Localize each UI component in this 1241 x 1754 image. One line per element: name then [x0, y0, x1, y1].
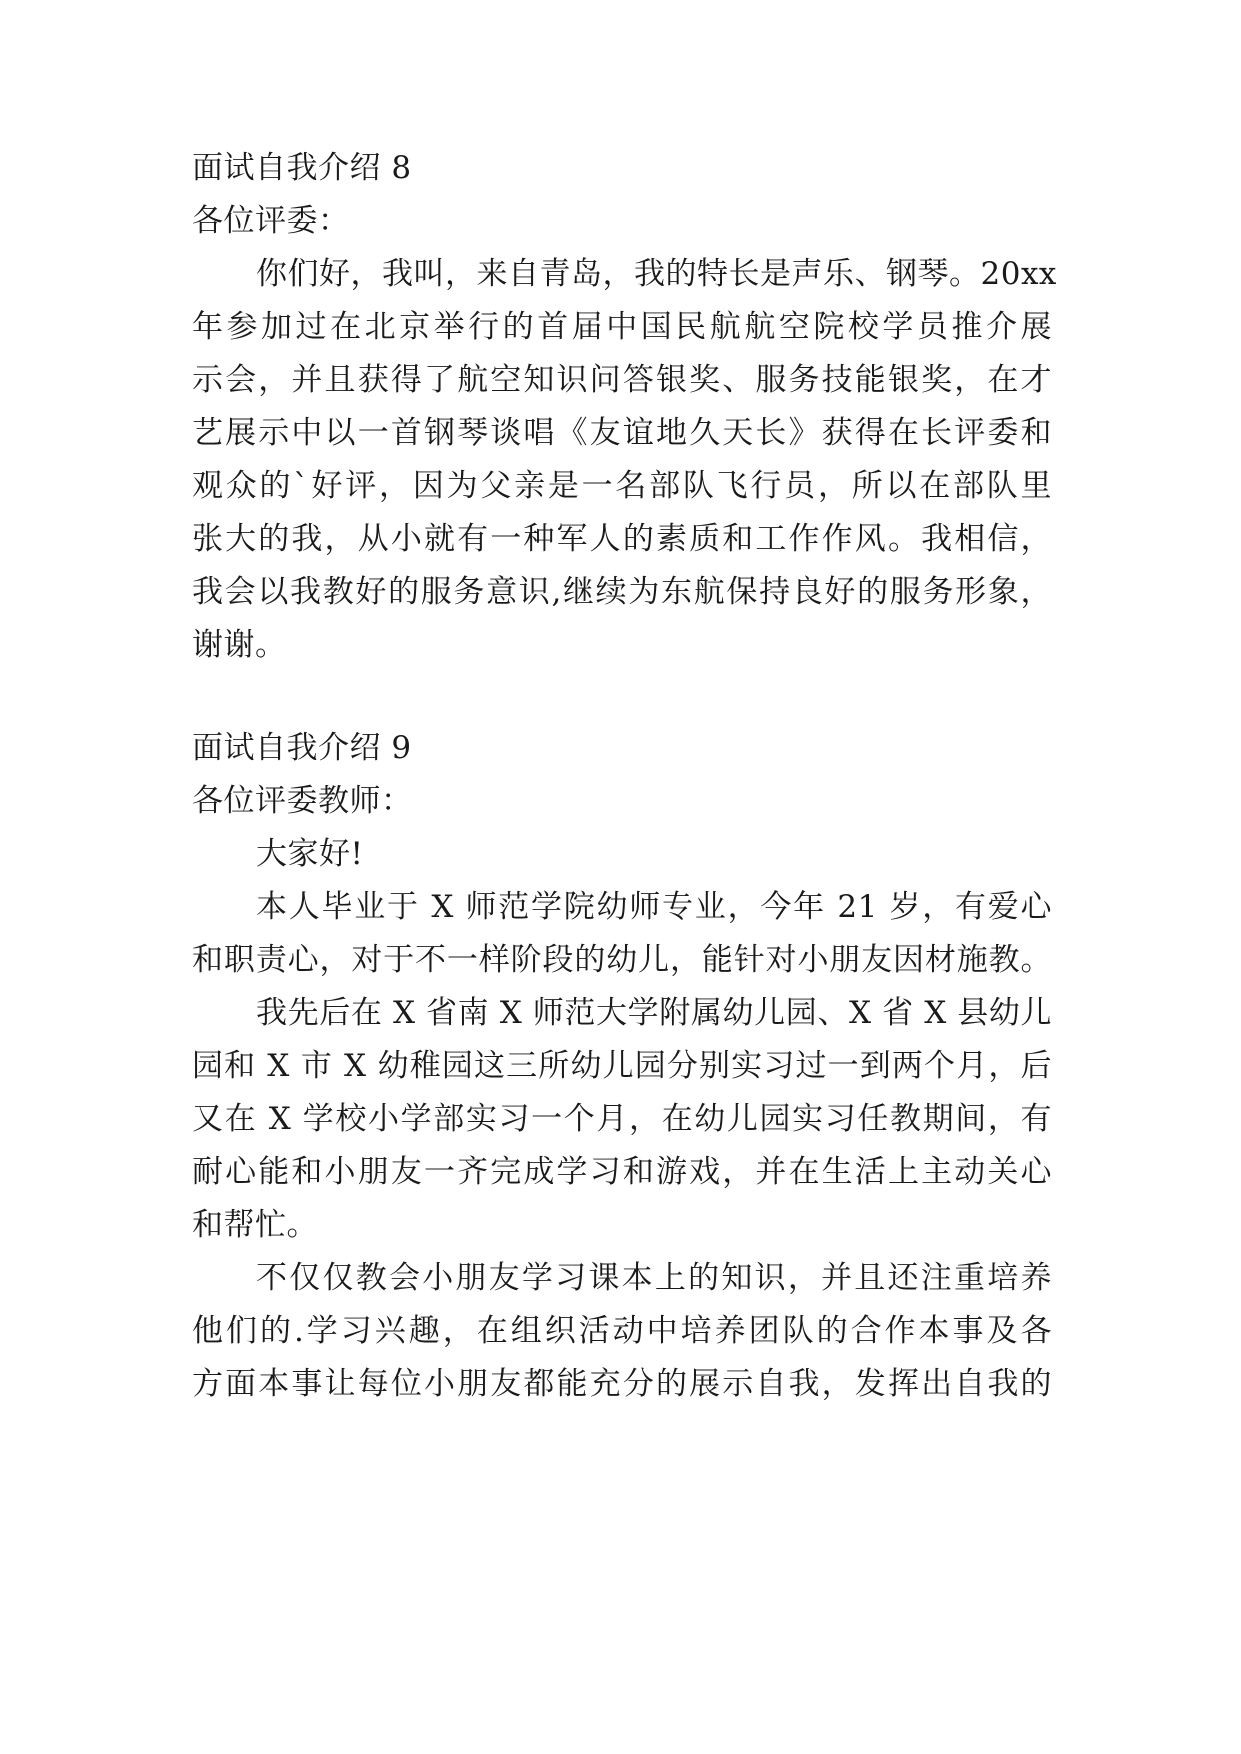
section-9-title: 面试自我介绍 9 [192, 730, 412, 766]
section-9-p3-line-3: 方面本事让每位小朋友都能充分的展示自我，发挥出自我的 [192, 1366, 1052, 1402]
section-9-p3-line-1: 不仅仅教会小朋友学习课本上的知识，并且还注重培养 [256, 1260, 1052, 1296]
section-9-p2-line-1: 我先后在 X 省南 X 师范大学附属幼儿园、X 省 X 县幼儿 [256, 995, 1052, 1031]
section-9-p2-line-5: 和帮忙。 [192, 1207, 318, 1243]
section-9-p1-line-2: 和职责心，对于不一样阶段的幼儿，能针对小朋友因材施教。 [192, 942, 1052, 978]
section-8-greeting: 各位评委： [192, 203, 350, 239]
section-8-line-2: 年参加过在北京举行的首届中国民航航空院校学员推介展 [192, 309, 1052, 345]
section-8-title: 面试自我介绍 8 [192, 150, 412, 186]
section-8-line-6: 张大的我，从小就有一种军人的素质和工作作风。我相信， [192, 521, 1052, 557]
section-9-hello: 大家好! [256, 836, 364, 872]
section-8-line-1: 你们好，我叫，来自青岛，我的特长是声乐、钢琴。20xx [256, 256, 1057, 292]
section-8-line-7: 我会以我教好的服务意识,继续为东航保持良好的服务形象， [192, 574, 1052, 610]
section-8-line-8: 谢谢。 [192, 627, 287, 663]
section-9-greeting: 各位评委教师： [192, 783, 413, 819]
section-8-line-3: 示会，并且获得了航空知识问答银奖、服务技能银奖，在才 [192, 362, 1052, 398]
section-9-p2-line-3: 又在 X 学校小学部实习一个月，在幼儿园实习任教期间，有 [192, 1101, 1052, 1137]
section-9-p2-line-4: 耐心能和小朋友一齐完成学习和游戏，并在生活上主动关心 [192, 1154, 1052, 1190]
section-9-p1-line-1: 本人毕业于 X 师范学院幼师专业，今年 21 岁，有爱心 [256, 889, 1052, 925]
section-9-p3-line-2: 他们的.学习兴趣，在组织活动中培养团队的合作本事及各 [192, 1313, 1052, 1349]
section-9-p2-line-2: 园和 X 市 X 幼稚园这三所幼儿园分别实习过一到两个月，后 [192, 1048, 1052, 1084]
section-8-line-4: 艺展示中以一首钢琴谈唱《友谊地久天长》获得在长评委和 [192, 415, 1052, 451]
section-8-line-5: 观众的`好评，因为父亲是一名部队飞行员，所以在部队里 [192, 468, 1052, 504]
